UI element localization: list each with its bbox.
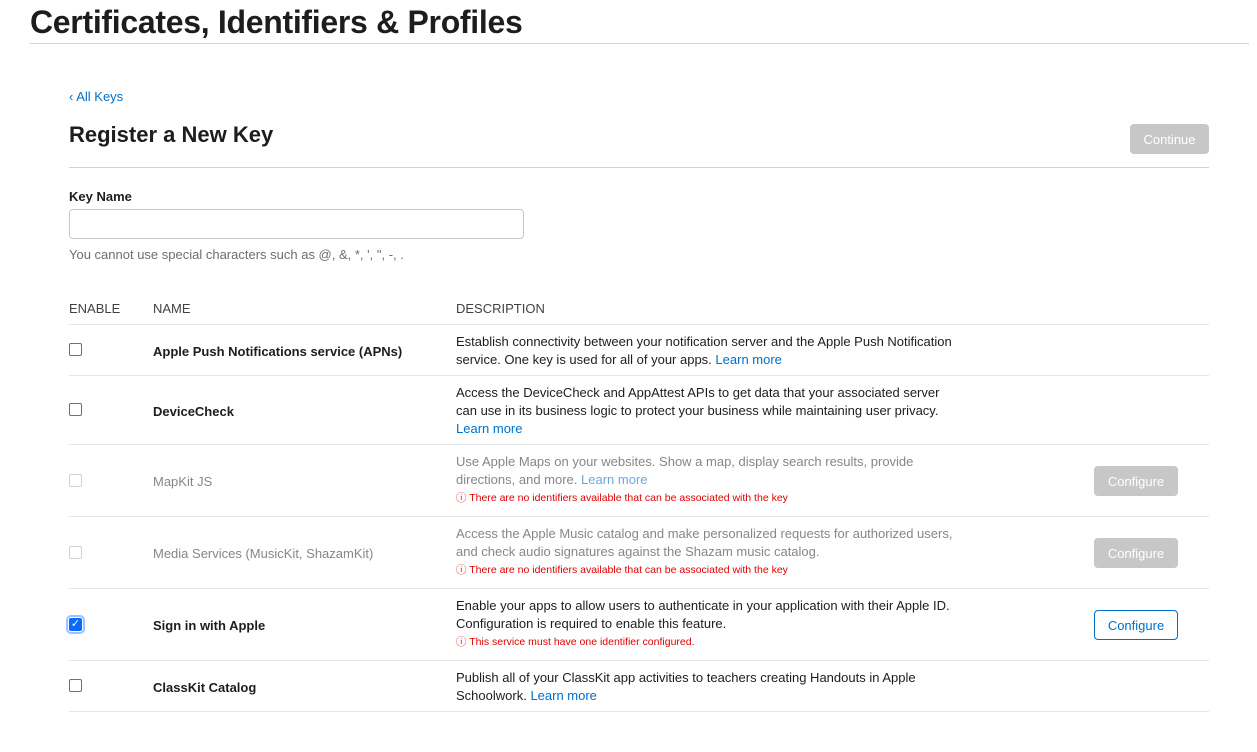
learn-more-link[interactable]: Learn more bbox=[581, 472, 648, 487]
service-description bbox=[456, 597, 956, 649]
learn-more-link[interactable]: Learn more bbox=[715, 352, 782, 367]
service-name: Sign in with Apple bbox=[153, 618, 266, 633]
service-row-apns bbox=[69, 325, 1209, 376]
divider bbox=[69, 167, 1209, 168]
configure-button[interactable]: Configure bbox=[1094, 466, 1178, 496]
configure-button[interactable]: Configure bbox=[1094, 538, 1178, 568]
service-name: Media Services (MusicKit, ShazamKit) bbox=[153, 546, 374, 561]
table-header bbox=[69, 294, 1209, 325]
learn-more-link[interactable]: Learn more bbox=[456, 421, 523, 436]
service-description bbox=[456, 384, 956, 438]
enable-checkbox[interactable] bbox=[69, 546, 82, 559]
service-description bbox=[456, 333, 956, 369]
learn-more-link[interactable]: Learn more bbox=[530, 688, 597, 703]
warning-message: ⓘ There are no identifiers available that can be associated with the key bbox=[456, 492, 788, 504]
service-row-classkit bbox=[69, 661, 1209, 712]
service-row-sign-in-with-apple bbox=[69, 589, 1209, 661]
service-name: MapKit JS bbox=[153, 474, 213, 489]
enable-checkbox-checked[interactable]: ✓ bbox=[70, 618, 81, 630]
description-text: Enable your apps to allow users to authenticate in your application with their Apple ID. Configuration is required to enable this feature. bbox=[456, 598, 950, 631]
warning-message: ⓘ There are no identifiers available that can be associated with the key bbox=[456, 564, 788, 576]
enable-checkbox[interactable] bbox=[69, 474, 82, 487]
col-enable: ENABLE bbox=[69, 301, 121, 316]
col-name: NAME bbox=[153, 301, 191, 316]
all-keys-link[interactable]: ‹ All Keys bbox=[69, 89, 124, 104]
page-title: Register a New Key bbox=[69, 122, 274, 147]
enable-checkbox[interactable] bbox=[69, 343, 82, 356]
enable-checkbox[interactable] bbox=[69, 679, 82, 692]
service-description bbox=[456, 669, 956, 705]
enable-checkbox[interactable] bbox=[69, 403, 82, 416]
service-name: DeviceCheck bbox=[153, 404, 234, 419]
description-text: Publish all of your ClassKit app activities to teachers creating Handouts in Apple Schoolwork. bbox=[456, 670, 916, 703]
description-text: Use Apple Maps on your websites. Show a map, display search results, provide directions, and more. bbox=[456, 454, 914, 487]
service-description bbox=[456, 453, 956, 505]
warning-message: ⓘ This service must have one identifier configured. bbox=[456, 636, 695, 648]
divider bbox=[30, 43, 1249, 44]
service-row-devicecheck bbox=[69, 376, 1209, 445]
description-text: Access the Apple Music catalog and make personalized requests for authorized users, and check audio signatures against the Shazam music catalog. bbox=[456, 526, 953, 559]
col-description: DESCRIPTION bbox=[456, 301, 545, 316]
key-name-label: Key Name bbox=[69, 189, 132, 204]
service-description bbox=[456, 525, 956, 577]
service-row-media bbox=[69, 517, 1209, 589]
description-text: Access the DeviceCheck and AppAttest APIs to get data that your associated server can use in its business logic to protect your business while maintaining user privacy. bbox=[456, 385, 940, 418]
description-text: Establish connectivity between your notification server and the Apple Push Notification service. One key is used for all of your apps. bbox=[456, 334, 952, 367]
services-table bbox=[69, 294, 1209, 712]
service-name: Apple Push Notifications service (APNs) bbox=[153, 344, 403, 359]
continue-button[interactable]: Continue bbox=[1130, 124, 1209, 154]
service-row-mapkit bbox=[69, 445, 1209, 517]
service-name: ClassKit Catalog bbox=[153, 680, 257, 695]
key-name-hint: You cannot use special characters such as @, &, *, ', ", -, . bbox=[69, 247, 404, 262]
key-name-input[interactable] bbox=[69, 209, 524, 239]
site-title: Certificates, Identifiers & Profiles bbox=[30, 4, 523, 40]
configure-button[interactable]: Configure bbox=[1094, 610, 1178, 640]
